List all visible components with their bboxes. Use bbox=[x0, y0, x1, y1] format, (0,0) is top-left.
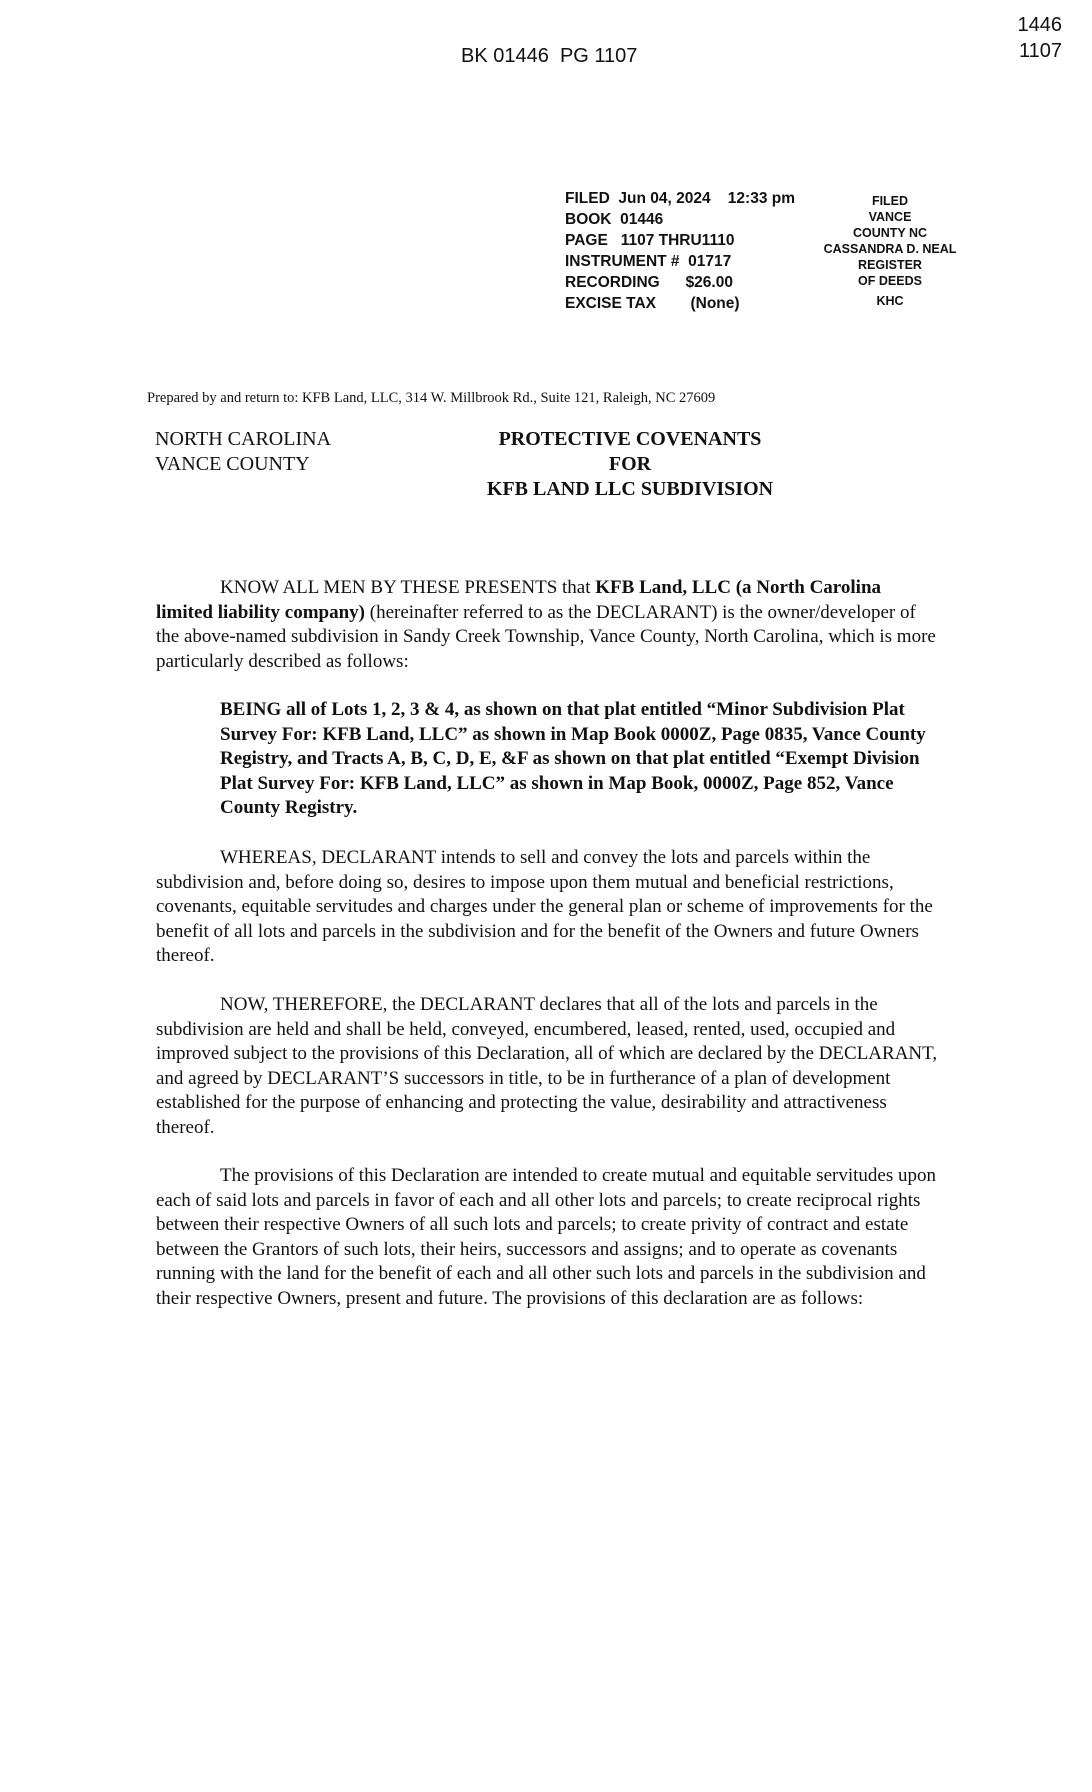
corner-book-number: 1446 bbox=[1017, 14, 1062, 36]
state-name: NORTH CAROLINA bbox=[155, 428, 332, 450]
know-rest-text: (hereinafter referred to as the DECLARANT) is the owner/developer of the above-named subdivision in Sandy Creek Township, Vance County, North Carolina, which is more particularly described as follows: bbox=[156, 601, 936, 672]
stamp-right-line: OF DEEDS bbox=[858, 274, 922, 288]
stamp-filed: FILED Jun 04, 2024 12:33 pm bbox=[565, 190, 796, 207]
now-therefore-paragraph: NOW, THEREFORE, the DECLARANT declares that all of the lots and parcels in the subdivision are held and shall be held, conveyed, encumbered, leased, rented, used, occupied and improved subject to the provisions of this Declaration, all of which are declared by the DECLARANT, and agreed by DECLARANT’S successors in title, to be in furtherance of a plan of development established for the purpose of enhancing and protecting the value, desirability and attractiveness thereof. bbox=[156, 994, 938, 1138]
document-title bbox=[440, 427, 820, 502]
title-line-1: PROTECTIVE COVENANTS bbox=[498, 428, 762, 450]
stamp-right-line: COUNTY NC bbox=[852, 226, 928, 240]
stamp-right-line: VANCE bbox=[868, 210, 912, 224]
stamp-instrument: INSTRUMENT # 01717 bbox=[565, 253, 732, 270]
know-all-men-paragraph bbox=[156, 576, 941, 674]
filing-stamp bbox=[565, 188, 795, 314]
register-of-deeds-stamp bbox=[815, 193, 965, 309]
prepared-by-line: Prepared by and return to: KFB Land, LLC, 314 W. Millbrook Rd., Suite 121, Raleigh, NC 27609 bbox=[147, 390, 716, 406]
corner-page-number: 1107 bbox=[1018, 40, 1062, 62]
stamp-right-line: KHC bbox=[876, 294, 904, 308]
stamp-recording: RECORDING $26.00 bbox=[565, 274, 733, 291]
stamp-right-line: CASSANDRA D. NEAL bbox=[823, 242, 957, 256]
county-name: VANCE COUNTY bbox=[155, 453, 310, 475]
stamp-book: BOOK 01446 bbox=[565, 211, 664, 228]
declarant-name: KFB Land, LLC (a North Carolina limited liability company) bbox=[156, 577, 882, 623]
title-line-3: KFB LAND LLC SUBDIVISION bbox=[486, 478, 774, 500]
provisions-paragraph: The provisions of this Declaration are intended to create mutual and equitable servitudes upon each of said lots and parcels in favor of each and all other lots and parcels; to create reciprocal rights between their respective Owners of all such lots and parcels; to create privity of contract and estate between the Grantors of such lots, their heirs, successors and assigns; and to operate as covenants running with the land for the benefit of each and all other such lots and parcels in the subdivision and their respective Owners, present and future. The provisions of this declaration are as follows: bbox=[156, 1165, 936, 1309]
stamp-right-line: REGISTER bbox=[858, 258, 922, 272]
title-line-2: FOR bbox=[608, 453, 652, 475]
whereas-paragraph: WHEREAS, DECLARANT intends to sell and convey the lots and parcels within the subdivision and, before doing so, desires to impose upon them mutual and beneficial restrictions, covenants, equitable servitudes and charges under the general plan or scheme of improvements for the benefit of all lots and parcels in the subdivision and for the benefit of the Owners and future Owners thereof. bbox=[156, 847, 933, 966]
corner-book-page bbox=[1018, 12, 1063, 64]
book-page-header: BK 01446 PG 1107 bbox=[461, 45, 638, 67]
stamp-excise-tax: EXCISE TAX (None) bbox=[565, 295, 740, 312]
jurisdiction bbox=[155, 427, 331, 477]
property-description-paragraph: BEING all of Lots 1, 2, 3 & 4, as shown on that plat entitled “Minor Subdivision Plat Survey For: KFB Land, LLC” as shown in Map Book 0000Z, Page 0835, Vance County Registry, and Tracts A, B, C, D, E, &F as shown on that plat entitled “Exempt Division Plat Survey For: KFB Land, LLC” as shown in Map Book, 0000Z, Page 852, Vance County Registry. bbox=[220, 699, 926, 818]
know-lead-text: KNOW ALL MEN BY THESE PRESENTS that bbox=[220, 577, 596, 598]
stamp-page: PAGE 1107 THRU1110 bbox=[565, 232, 735, 249]
stamp-right-line: FILED bbox=[871, 194, 909, 208]
